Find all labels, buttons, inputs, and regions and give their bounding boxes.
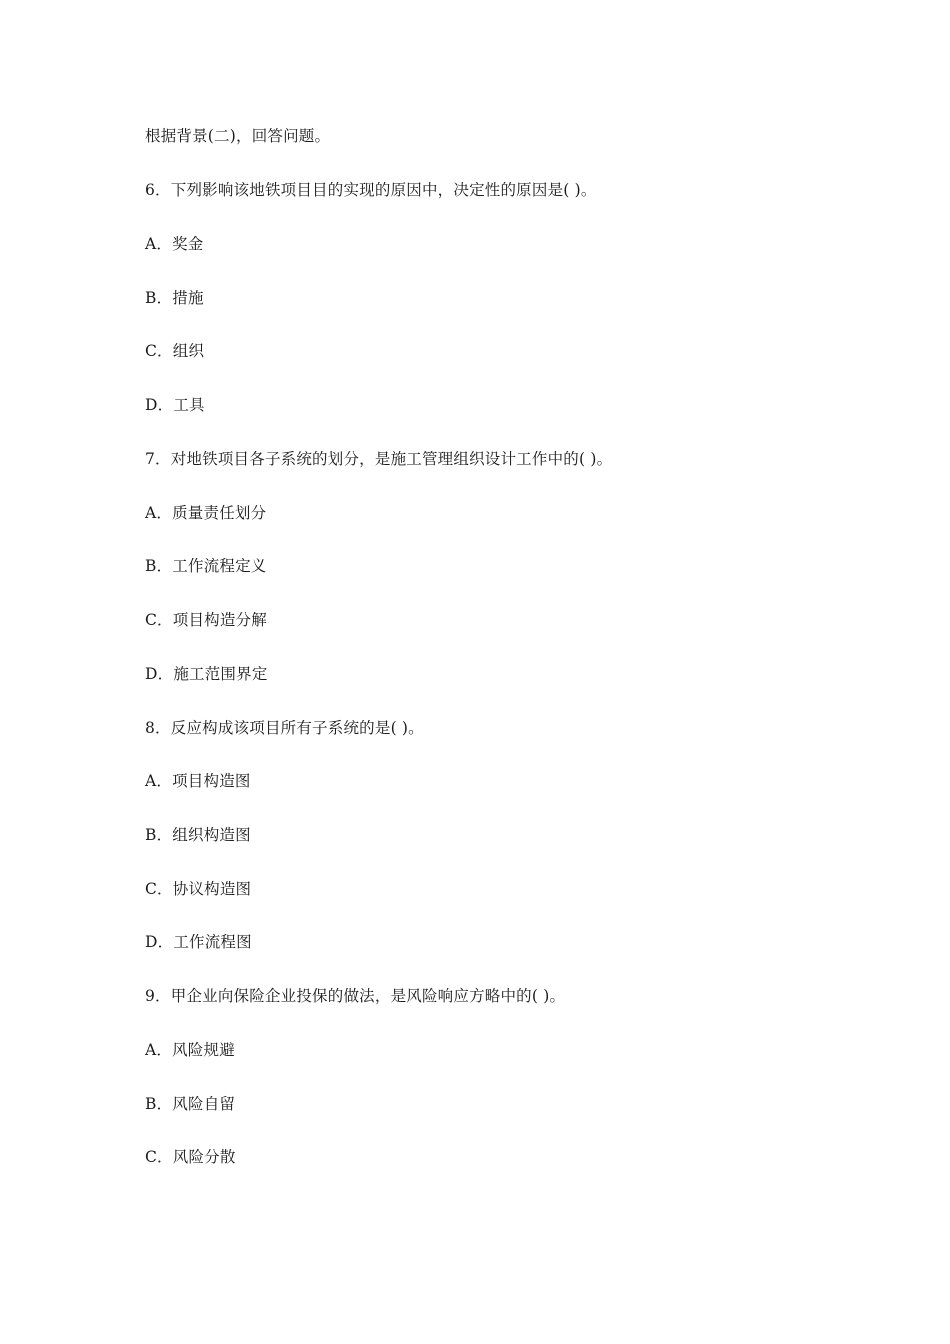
question-9-option-a: A．风险规避 [145, 1041, 235, 1059]
question-9-stem: 9．甲企业向保险企业投保的做法，是风险响应方略中的( )。 [145, 987, 566, 1005]
question-7-option-b: B．工作流程定义 [145, 557, 267, 575]
intro-text: 根据背景(二)，回答问题。 [145, 127, 331, 145]
question-8-option-a: A．项目构造图 [145, 772, 251, 790]
question-6-option-b: B．措施 [145, 289, 204, 307]
question-8-option-d: D．工作流程图 [145, 933, 252, 951]
question-7-option-d: D．施工范围界定 [145, 665, 268, 683]
question-9-option-b: B．风险自留 [145, 1095, 236, 1113]
question-6-option-d: D．工具 [145, 396, 205, 414]
question-9-option-c: C．风险分散 [145, 1148, 236, 1166]
question-7-option-c: C．项目构造分解 [145, 611, 267, 629]
question-8-option-c: C．协议构造图 [145, 880, 252, 898]
question-7-option-a: A．质量责任划分 [145, 504, 267, 522]
question-6-option-c: C．组织 [145, 342, 205, 360]
question-6-stem: 6．下列影响该地铁项目目的实现的原因中，决定性的原因是( )。 [145, 181, 597, 199]
question-7-stem: 7．对地铁项目各子系统的划分，是施工管理组织设计工作中的( )。 [145, 450, 613, 468]
question-6-option-a: A．奖金 [145, 235, 204, 253]
question-8-option-b: B．组织构造图 [145, 826, 251, 844]
question-8-stem: 8．反应构成该项目所有子系统的是( )。 [145, 719, 424, 737]
